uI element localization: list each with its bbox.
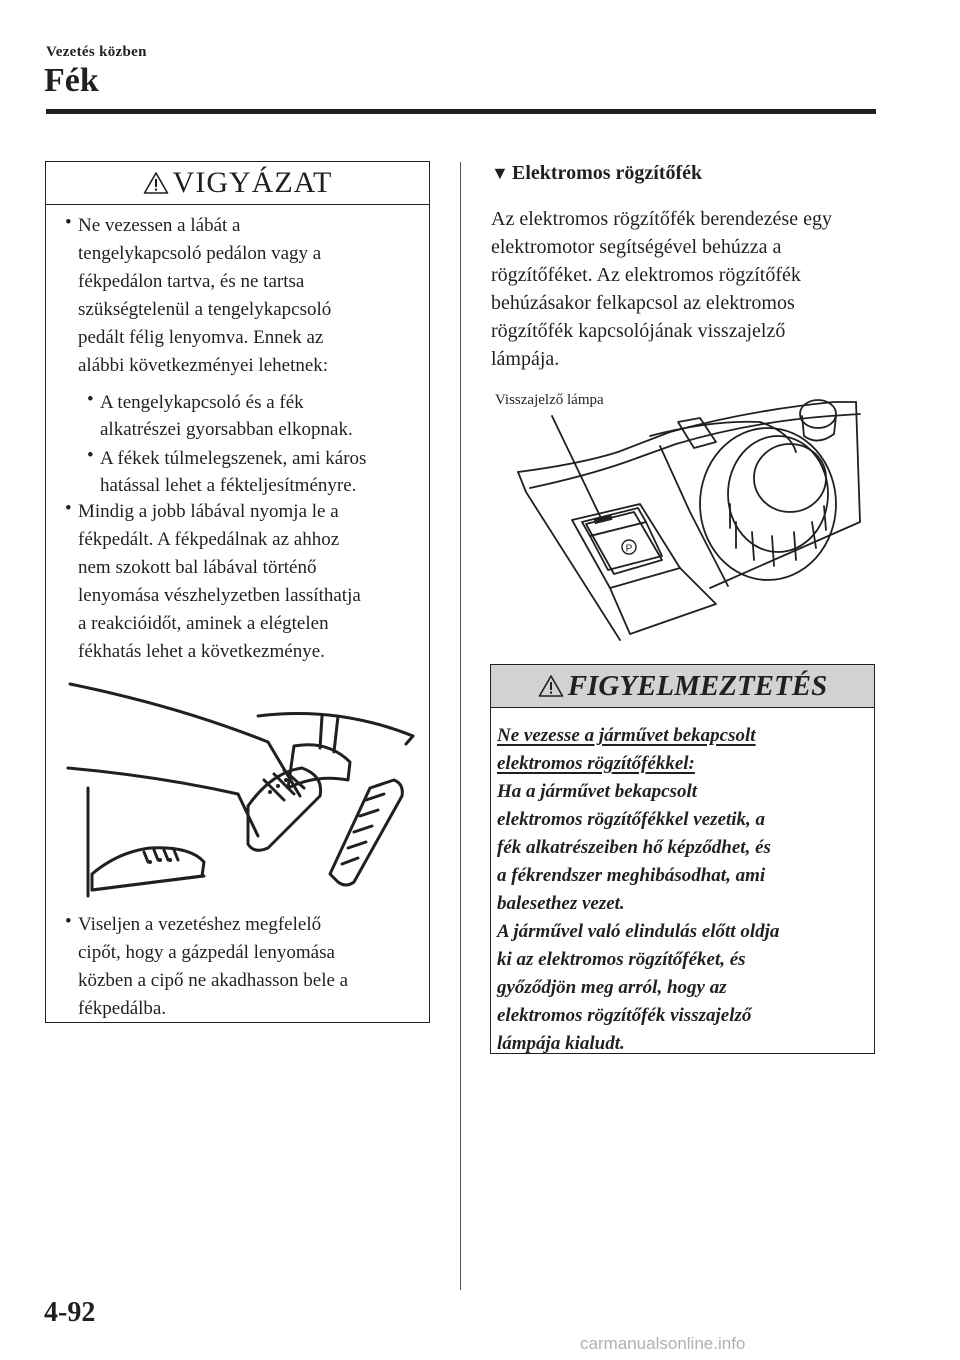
caution-title: VIGYÁZAT xyxy=(172,166,333,199)
caution-line: A tengelykapcsoló és a fék xyxy=(100,392,304,413)
bullet: • xyxy=(87,445,94,466)
warning-line: fék alkatrészeiben hő képződhet, és xyxy=(497,837,771,858)
warning-line: a fékrendszer meghibásodhat, ami xyxy=(497,865,766,886)
caution-line: fékhatás lehet a következménye. xyxy=(78,641,325,662)
caution-line: hatással lehet a fékteljesítményre. xyxy=(100,475,357,496)
warning-line: Ha a járművet bekapcsolt xyxy=(497,781,698,802)
warning-line: balesethez vezet. xyxy=(497,893,625,914)
warning-lead-line: elektromos rögzítőfékkel: xyxy=(497,753,695,774)
bullet: • xyxy=(65,498,72,519)
caution-line: A fékek túlmelegszenek, ami káros xyxy=(100,448,367,469)
caution-line: nem szokott bal lábával történő xyxy=(78,557,317,578)
caution-line: alkatrészei gyorsabban elkopnak. xyxy=(100,419,353,440)
body-line: Az elektromos rögzítőfék berendezése egy xyxy=(491,208,832,230)
caution-line: cipőt, hogy a gázpedál lenyomása xyxy=(78,942,335,963)
warning-line: győződjön meg arról, hogy az xyxy=(497,977,727,998)
body-line: elektromotor segítségével behúzza a xyxy=(491,236,782,258)
caution-line: Viseljen a vezetéshez megfelelő xyxy=(78,914,322,935)
caution-header xyxy=(46,162,429,205)
body-line: lámpája. xyxy=(491,348,560,370)
caution-line: szükségtelenül a tengelykapcsoló xyxy=(78,299,332,320)
warning-line: lámpája kialudt. xyxy=(497,1033,625,1054)
callout-label: Visszajelző lámpa xyxy=(495,392,604,408)
section-label: Vezetés közben xyxy=(46,44,147,60)
warning-line: elektromos rögzítőfékkel vezetik, a xyxy=(497,809,766,830)
bullet: • xyxy=(65,911,72,932)
body-line: rögzítőfék kapcsolójának visszajelző xyxy=(491,320,786,342)
warning-header xyxy=(491,665,874,708)
warning-triangle-icon xyxy=(538,674,564,698)
warning-triangle-icon xyxy=(143,171,169,195)
page-title: Fék xyxy=(44,62,99,99)
body-line: behúzásakor felkapcsol az elektromos xyxy=(491,292,795,314)
caution-line: alábbi következményei lehetnek: xyxy=(78,355,329,376)
pedal-foot-illustration xyxy=(58,676,420,904)
caution-line: Mindig a jobb lábával nyomja le a xyxy=(78,501,339,522)
caution-line: Ne vezessen a lábát a xyxy=(78,215,241,236)
console-illustration xyxy=(490,392,870,650)
warning-box xyxy=(490,664,875,1054)
caution-line: lenyomása vészhelyzetben lassíthatja xyxy=(78,585,361,606)
header-rule xyxy=(46,109,876,114)
caution-line: fékpedálba. xyxy=(78,998,167,1019)
body-line: rögzítőféket. Az elektromos rögzítőfék xyxy=(491,264,801,286)
caution-line: pedált félig lenyomva. Ennek az xyxy=(78,327,324,348)
column-divider xyxy=(460,162,461,1290)
caution-line: fékpedált. A fékpedálnak az ahhoz xyxy=(78,529,340,550)
bullet: • xyxy=(87,389,94,410)
heading-marker: ▼ xyxy=(491,163,509,183)
caution-line: tengelykapcsoló pedálon vagy a xyxy=(78,243,322,264)
caution-line: közben a cipő ne akadhasson bele a xyxy=(78,970,349,991)
warning-lead-line: Ne vezesse a járművet bekapcsolt xyxy=(497,725,756,746)
caution-line: fékpedálon tartva, és ne tartsa xyxy=(78,271,305,292)
warning-line: ki az elektromos rögzítőféket, és xyxy=(497,949,746,970)
parking-symbol-label: P xyxy=(625,543,633,555)
indicator-lamp xyxy=(594,514,613,524)
section-heading: Elektromos rögzítőfék xyxy=(512,162,703,184)
bullet: • xyxy=(65,212,72,233)
warning-title: FIGYELMEZTETÉS xyxy=(567,669,828,702)
warning-line: elektromos rögzítőfék visszajelző xyxy=(497,1005,752,1026)
page-number: 4-92 xyxy=(44,1297,96,1328)
caution-line: a reakcióidőt, aminek a elégtelen xyxy=(78,613,329,634)
warning-line: A járművel való elindulás előtt oldja xyxy=(497,921,780,942)
watermark: carmanualsonline.info xyxy=(580,1334,746,1353)
